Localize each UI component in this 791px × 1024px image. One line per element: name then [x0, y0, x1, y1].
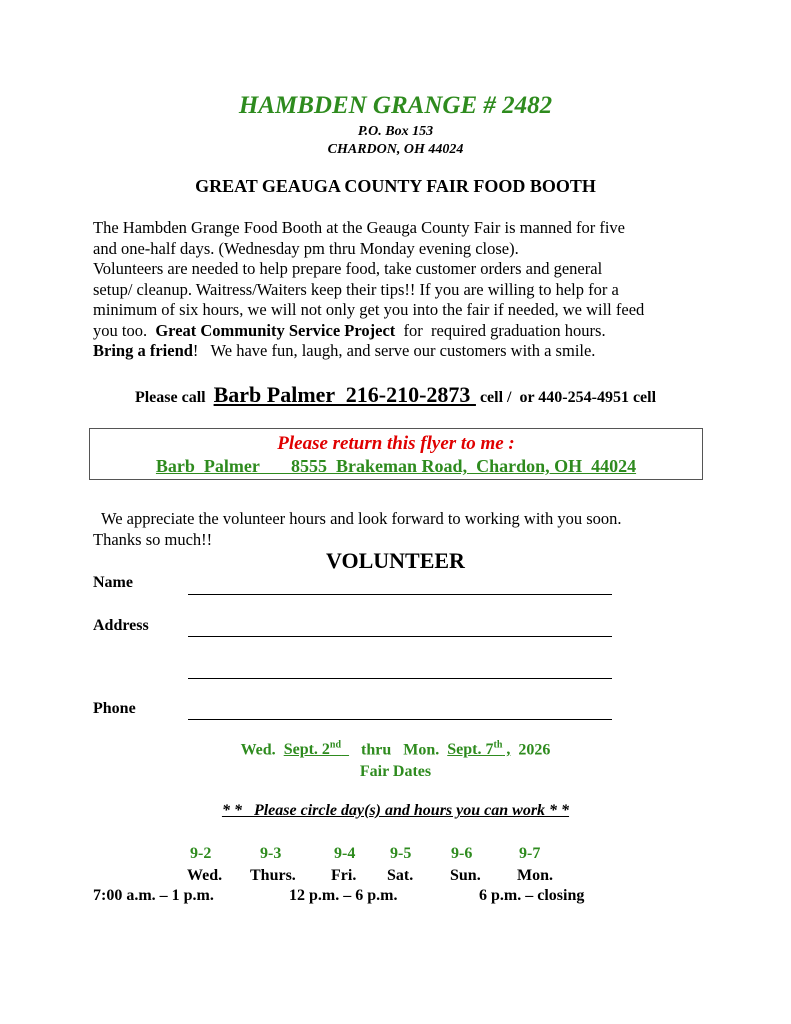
address-field[interactable] [188, 636, 612, 637]
body-line: minimum of six hours, we will not only get you into the fair if needed, we will feed [93, 300, 645, 319]
day-date[interactable]: 9-7 [519, 845, 541, 862]
body-line [93, 321, 713, 342]
return-flyer-box [89, 428, 703, 480]
name-label: Name [93, 574, 133, 591]
organization-name: HAMBDEN GRANGE # 2482 [238, 92, 553, 119]
po-box: P.O. Box 153 [357, 124, 434, 139]
day-date[interactable]: 9-6 [451, 845, 473, 862]
name-field[interactable] [188, 594, 612, 595]
call-prefix: Please call [134, 389, 214, 406]
day-date[interactable]: 9-3 [260, 845, 282, 862]
address-label: Address [93, 617, 149, 634]
day-date[interactable]: 9-4 [334, 845, 356, 862]
start-day: Wed. [240, 741, 284, 759]
day-name[interactable]: Sat. [387, 867, 414, 884]
fair-dates-range [0, 740, 791, 759]
fair-dates-label: Fair Dates [359, 763, 432, 780]
body-line: Volunteers are needed to help prepare food, take customer orders and general [93, 259, 603, 278]
day-date[interactable]: 9-2 [190, 845, 212, 862]
alternate-phone: or 440-254-4951 cell [519, 389, 657, 406]
start-date [284, 741, 349, 758]
appreciation-line: Thanks so much!! [93, 529, 213, 549]
body-paragraph [93, 218, 713, 362]
day-name[interactable]: Mon. [517, 867, 553, 884]
thru-text: thru Mon. [349, 741, 448, 759]
time-slot-afternoon[interactable]: 12 p.m. – 6 p.m. [289, 887, 398, 904]
return-flyer-title: Please return this flyer to me : [277, 433, 515, 454]
day-name[interactable]: Sun. [450, 867, 481, 884]
day-date[interactable]: 9-5 [390, 845, 412, 862]
start-date-suffix: nd [329, 740, 342, 751]
body-line: The Hambden Grange Food Booth at the Geauga County Fair is manned for five [93, 218, 625, 237]
service-project-highlight: Great Community Service Project [155, 320, 396, 340]
underline-space [341, 741, 349, 758]
bring-friend-highlight: Bring a friend [93, 341, 193, 360]
city-state-zip: CHARDON, OH 44024 [327, 142, 464, 157]
phone-label: Phone [93, 700, 136, 717]
phone-field[interactable] [188, 719, 612, 720]
address-field-line-2[interactable] [188, 678, 612, 679]
end-date-suffix: th [493, 740, 503, 751]
appreciation-text [93, 509, 713, 550]
time-slot-evening[interactable]: 6 p.m. – closing [479, 887, 585, 904]
body-text: ! We have fun, laugh, and serve our customers with a smile. [192, 341, 596, 360]
booth-title: GREAT GEAUGA COUNTY FAIR FOOD BOOTH [195, 176, 596, 196]
return-address: Barb Palmer 8555 Brakeman Road, Chardon, OH 44024 [155, 456, 637, 476]
appreciation-line: We appreciate the volunteer hours and look forward to working with you soon. [93, 509, 622, 528]
end-date-comma: , [502, 741, 511, 759]
start-date-text: Sept. 2 [283, 741, 330, 759]
day-name[interactable]: Wed. [187, 867, 223, 884]
body-text: for required graduation hours. [395, 320, 606, 340]
contact-name-phone: Barb Palmer 216-210-2873 [213, 382, 476, 407]
body-line: setup/ cleanup. Waitress/Waiters keep their tips!! If you are willing to help for a [93, 279, 619, 299]
end-date [447, 741, 510, 758]
body-line [93, 341, 713, 362]
day-name[interactable]: Fri. [331, 867, 357, 884]
cell-label: cell / [475, 389, 520, 406]
body-line: and one-half days. (Wednesday pm thru Monday evening close). [93, 238, 519, 258]
body-text: you too. [93, 320, 156, 340]
time-slot-morning[interactable]: 7:00 a.m. – 1 p.m. [93, 887, 214, 904]
volunteer-heading: VOLUNTEER [326, 548, 465, 573]
contact-line [0, 382, 791, 408]
fair-year: 2026 [510, 741, 551, 759]
day-name[interactable]: Thurs. [250, 867, 296, 884]
circle-instructions: * * Please circle day(s) and hours you can work * * [221, 802, 570, 819]
end-date-text: Sept. 7 [447, 741, 494, 759]
